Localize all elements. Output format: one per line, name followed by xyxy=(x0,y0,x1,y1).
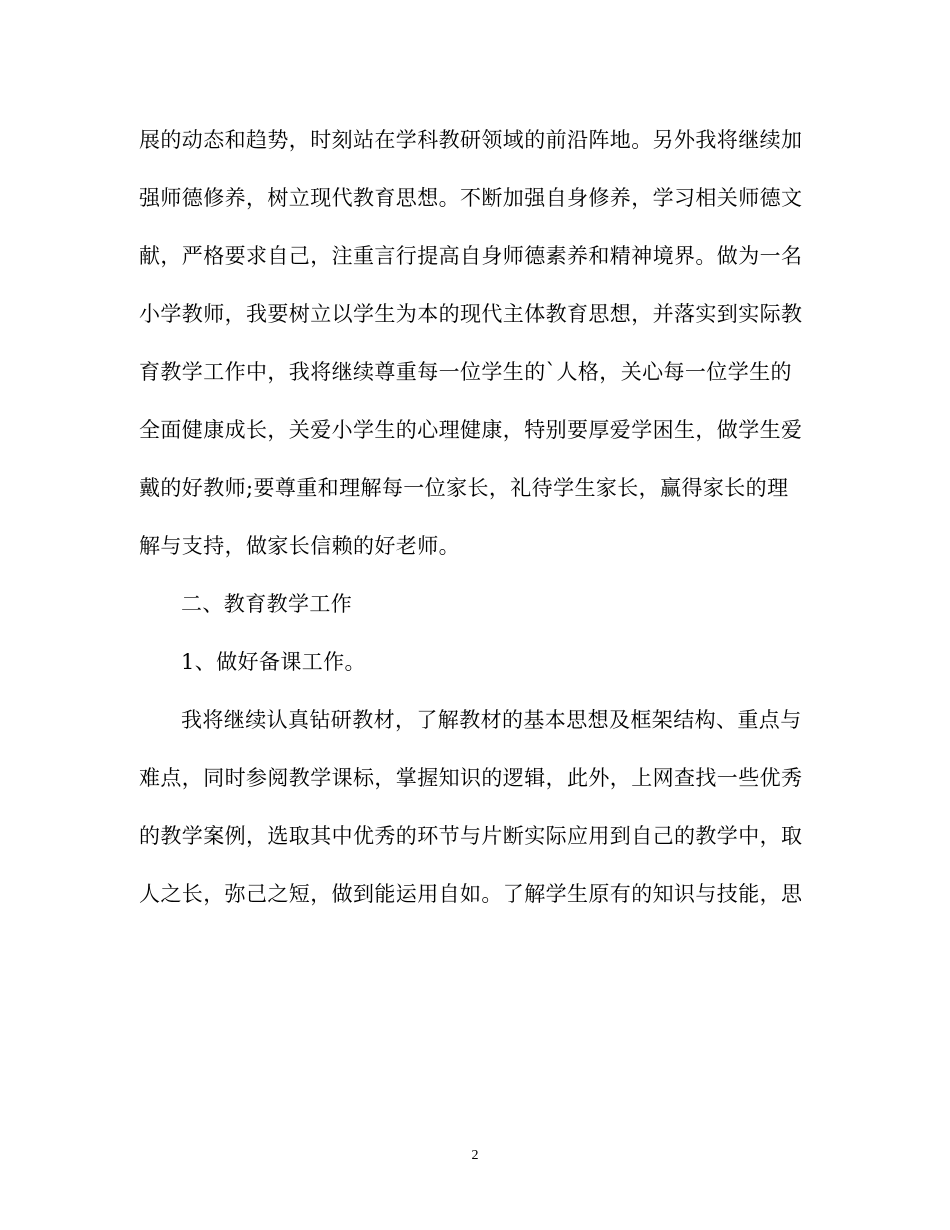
subsection-heading: 1、做好备课工作。 xyxy=(181,650,366,674)
section-heading: 二、教育教学工作 xyxy=(181,592,353,616)
paragraph-line: 人之长，弥己之短，做到能运用自如。了解学生原有的知识与技能，思 xyxy=(139,882,803,906)
page-number: 2 xyxy=(471,1148,479,1163)
paragraph-line: 强师德修养，树立现代教育思想。不断加强自身修养，学习相关师德文 xyxy=(139,186,803,210)
paragraph-line: 展的动态和趋势，时刻站在学科教研领域的前沿阵地。另外我将继续加 xyxy=(139,128,803,152)
paragraph-line: 全面健康成长，关爱小学生的心理健康，特别要厚爱学困生，做学生爱 xyxy=(139,418,803,442)
paragraph-line: 戴的好教师;要尊重和理解每一位家长，礼待学生家长，赢得家长的理 xyxy=(139,476,789,500)
paragraph-line: 育教学工作中，我将继续尊重每一位学生的`人格，关心每一位学生的 xyxy=(139,360,792,384)
paragraph-line: 我将继续认真钻研教材，了解教材的基本思想及框架结构、重点与 xyxy=(181,708,802,732)
paragraph-line: 小学教师，我要树立以学生为本的现代主体教育思想，并落实到实际教 xyxy=(139,302,803,326)
paragraph-line: 的教学案例，选取其中优秀的环节与片断实际应用到自己的教学中，取 xyxy=(139,824,803,848)
paragraph-line: 解与支持，做家长信赖的好老师。 xyxy=(139,534,460,558)
paragraph-line: 献，严格要求自己，注重言行提高自身师德素养和精神境界。做为一名 xyxy=(139,244,803,268)
document-body xyxy=(139,124,839,936)
paragraph-line: 难点，同时参阅教学课标，掌握知识的逻辑，此外，上网查找一些优秀 xyxy=(139,766,803,790)
